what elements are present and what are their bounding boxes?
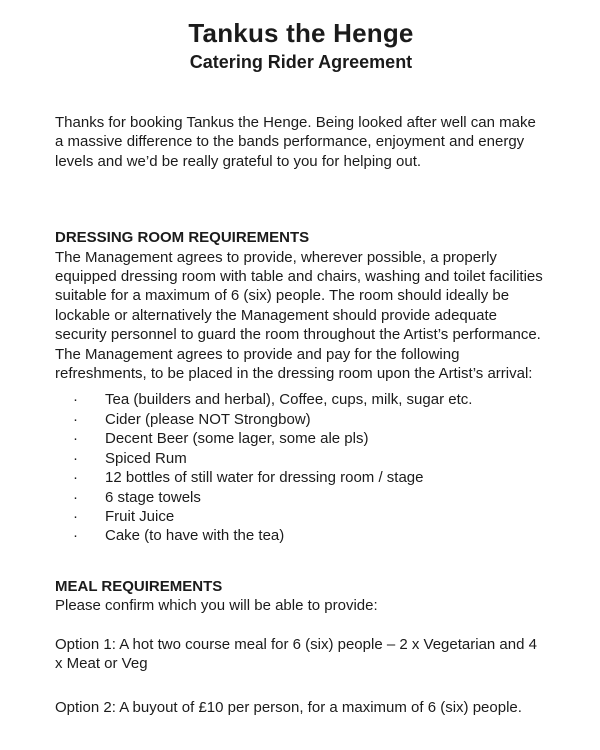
list-item-text: Cake (to have with the tea) [105,527,285,545]
meal-confirm-line: Please confirm which you will be able to provide: [55,597,378,615]
bullet-icon: · [73,391,78,409]
intro-paragraph: Thanks for booking Tankus the Henge. Being looked after well can make a massive difference to the bands performance, enjoyment and energy levels and we’d be really grateful to you for helping out. [55,114,536,170]
bullet-icon: · [73,449,78,467]
bullet-icon: · [73,488,78,506]
refreshments-list [55,390,547,545]
list-item-text: Spiced Rum [105,449,187,467]
list-item-text: Tea (builders and herbal), Coffee, cups, milk, sugar etc. [105,391,473,409]
list-item [55,488,547,507]
list-item-text: Decent Beer (some lager, some ale pls) [105,430,369,448]
list-item [55,526,547,545]
list-item [55,449,547,468]
meal-option-1: Option 1: A hot two course meal for 6 (six) people – 2 x Vegetarian and 4 x Meat or Veg [55,635,537,672]
list-item [55,507,547,526]
dressing-room-paragraph: The Management agrees to provide, wherever possible, a properly equipped dressing room with table and chairs, washing and toilet facilities suitable for a maximum of 6 (six) people. The room should ideally be lockable or alternatively the Management should provide adequate security personnel to guard the room throughout the Artist’s performance. The Management agrees to provide and pay for the following refreshments, to be placed in the dressing room upon the Artist’s arrival: [55,248,543,383]
bullet-icon: · [73,430,78,448]
bullet-icon: · [73,410,78,428]
list-item [55,429,547,448]
list-item-text: 12 bottles of still water for dressing room / stage [105,469,424,487]
list-item [55,410,547,429]
bullet-icon: · [73,507,78,525]
list-item-text: Fruit Juice [105,507,175,525]
bullet-icon: · [73,469,78,487]
meal-option-2: Option 2: A buyout of £10 per person, for a maximum of 6 (six) people. [55,699,522,717]
bullet-icon: · [73,527,78,545]
list-item-text: Cider (please NOT Strongbow) [105,410,311,428]
list-item-text: 6 stage towels [105,488,201,506]
list-item [55,468,547,487]
document-subtitle: Catering Rider Agreement [189,52,413,72]
section-heading-dressing-room: DRESSING ROOM REQUIREMENTS [55,229,310,247]
list-item [55,390,547,409]
section-heading-meal: MEAL REQUIREMENTS [55,577,223,595]
document-title: Tankus the Henge [188,18,414,48]
